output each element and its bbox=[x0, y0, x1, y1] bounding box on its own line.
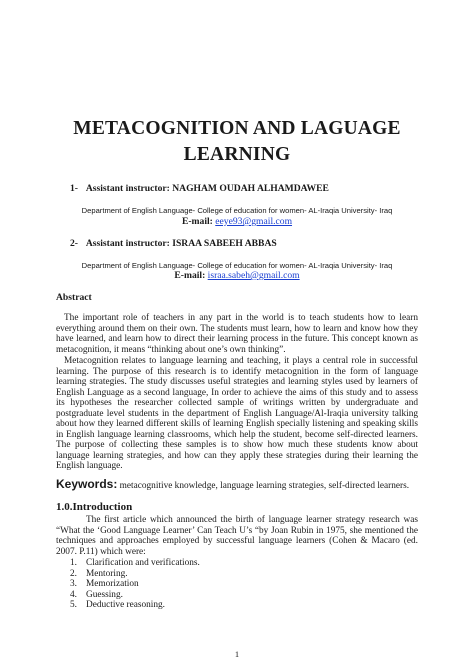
list-item: 4. Guessing. bbox=[70, 589, 123, 600]
author-2-email-link[interactable]: israa.sabeh@gmail.com bbox=[207, 270, 300, 281]
abstract-paragraph-1: The important role of teachers in any part in the world is to teach students how to learn everything around them on their own. The students must learn, how to learn and know how they have learned, and learn how to direct their learning process in the future. This concept known as metacognition, it means “thinking about one’s own thinking”. bbox=[56, 313, 418, 355]
introduction-paragraph: The first article which announced the birth of language learner strategy research was “What the ‘Good Language Learner’ Can Teach U’s “by Joan Rubin in 1975, she mentioned the techniques and approaches employed by successful language learners (Cohen & Macaro (ed. 2007. P.11) which were: bbox=[56, 515, 418, 557]
strategy-list bbox=[70, 558, 200, 611]
keywords-text: metacognitive knowledge, language learning strategies, self-directed learners. bbox=[117, 481, 410, 491]
author-2-email-label: E-mail: bbox=[174, 270, 208, 281]
author-2-name: Assistant instructor: ISRAA SABEEH ABBAS bbox=[85, 238, 277, 249]
author-2-email-line bbox=[56, 270, 418, 281]
list-item: 5. Deductive reasoning. bbox=[70, 600, 165, 611]
author-1-name: Assistant instructor: NAGHAM OUDAH ALHAMDAWEE bbox=[85, 183, 329, 194]
title-line-1: METACOGNITION AND LAGUAGE bbox=[73, 118, 401, 139]
author-1-email-label: E-mail: bbox=[181, 216, 216, 227]
author-2-affiliation: Department of English Language- College of education for women- AL-Iraqia University- Iraq bbox=[81, 261, 393, 270]
list-item: 1. Clarification and verifications. bbox=[70, 558, 200, 568]
list-item: 3. Memorization bbox=[70, 579, 139, 590]
list-item: 2. Mentoring. bbox=[70, 568, 128, 579]
abstract-paragraph-2: Metacognition relates to language learning and teaching, it plays a central role in successful learning. The purpose of this research is to identify metacognition in the form of language learning strategies. The study discusses useful strategies and learning styles used by learners of English Language as a second language, In order to achieve the aims of this study and to assess its hypotheses the researcher collected sample of writings written by undergraduate and postgraduate level students in the department of English Language/Al-Iraqia university talking about how they learned different skills of learning English specially listening and speaking skills in English language learning classrooms, which help the student, become self-directed learners. The purpose of collecting these samples is to show how much these students know about language learning strategies, and how can they apply these strategies during their learning the English language. bbox=[56, 356, 418, 472]
author-1-email-link[interactable]: eeye93@gmail.com bbox=[215, 216, 293, 227]
abstract-heading: Abstract bbox=[56, 292, 92, 303]
author-2 bbox=[70, 238, 277, 249]
introduction-heading: 1.0.Introduction bbox=[56, 501, 133, 513]
page-number: 1 bbox=[234, 649, 240, 659]
author-1 bbox=[70, 183, 329, 194]
paper-title bbox=[60, 116, 414, 168]
author-1-number: 1- bbox=[70, 183, 78, 194]
keywords-line bbox=[56, 478, 418, 492]
author-2-number: 2- bbox=[70, 238, 78, 249]
author-1-email-line bbox=[56, 216, 418, 227]
author-1-affiliation: Department of English Language- College of education for women- AL-Iraqia University- Iraq bbox=[81, 206, 393, 215]
keywords-label: Keywords: bbox=[56, 477, 118, 491]
title-line-2: LEARNING bbox=[183, 144, 291, 165]
